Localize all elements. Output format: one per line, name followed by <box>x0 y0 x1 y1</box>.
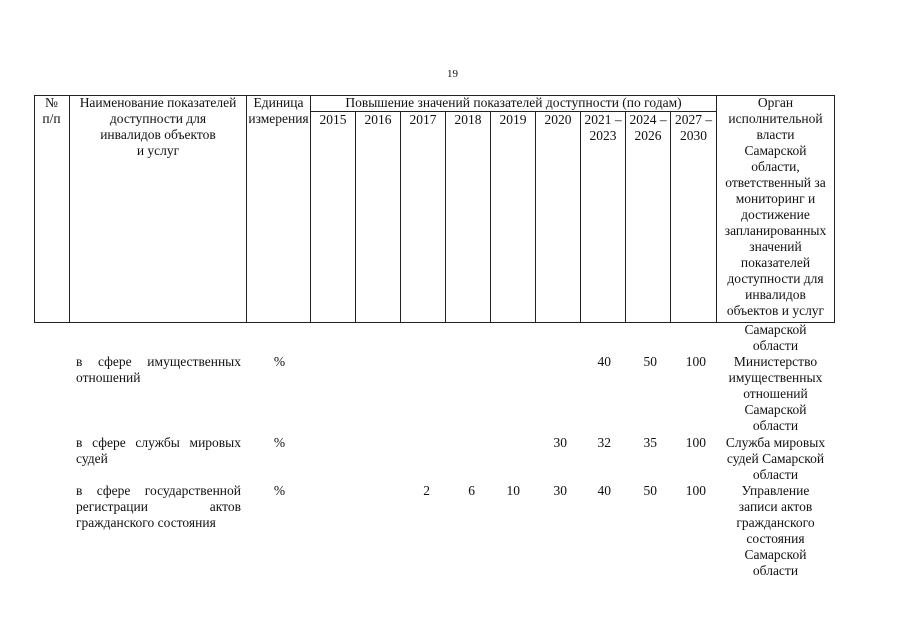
row-value: 35 <box>643 435 657 450</box>
table-row <box>0 354 905 434</box>
row-value: 10 <box>506 483 520 498</box>
page-number: 19 <box>447 68 458 80</box>
row-value: 100 <box>685 435 706 450</box>
row-value: 30 <box>553 435 567 450</box>
header-year: 2018 <box>454 112 482 127</box>
header-year: 2019 <box>499 112 527 127</box>
row-organ: Служба мировых судей Самарской области <box>725 435 826 482</box>
row-unit: % <box>273 483 286 498</box>
header-year: 2017 <box>409 112 437 127</box>
carryover-organ: Самарской области <box>744 322 807 353</box>
header-year-range: 2021 – 2023 <box>584 112 622 143</box>
row-indicator-name: в сфере государственной регистрации актов гражданского состояния <box>76 483 241 530</box>
header-year-range: 2027 – 2030 <box>674 112 713 143</box>
row-value: 2 <box>423 483 430 498</box>
row-indicator-name: в сфере службы мировых судей <box>76 435 241 466</box>
row-value: 50 <box>643 483 657 498</box>
header-unit: Единица измерения <box>248 95 309 126</box>
row-indicator-name: в сфере имущественных отношений <box>76 354 241 385</box>
row-value: 100 <box>685 354 706 369</box>
header-year: 2015 <box>319 112 347 127</box>
row-unit: % <box>273 435 286 450</box>
row-unit: % <box>273 354 286 369</box>
header-organ: Орган исполнительной власти Самарской области, ответственный за мониторинг и достижение запланированных значений показателей доступности для инвалидов объектов и услуг <box>724 95 827 318</box>
header-group-title: Повышение значений показателей доступности (по годам) <box>345 95 682 110</box>
header-indicator-name: Наименование показателей доступности для инвалидов объектов и услуг <box>79 95 237 158</box>
table-row <box>0 483 905 583</box>
row-value: 40 <box>597 483 611 498</box>
header-year: 2016 <box>364 112 392 127</box>
row-value: 40 <box>597 354 611 369</box>
header-year-range: 2024 – 2026 <box>629 112 667 143</box>
table-row <box>0 435 905 483</box>
row-value: 100 <box>685 483 706 498</box>
row-value: 30 <box>553 483 567 498</box>
row-value: 32 <box>597 435 611 450</box>
row-value: 6 <box>468 483 475 498</box>
row-value: 50 <box>643 354 657 369</box>
row-organ: Министерство имущественных отношений Самарской области <box>728 354 823 433</box>
row-organ: Управление записи актов гражданского состояния Самарской области <box>736 483 815 578</box>
header-num: № п/п <box>42 95 61 126</box>
header-year: 2020 <box>544 112 572 127</box>
